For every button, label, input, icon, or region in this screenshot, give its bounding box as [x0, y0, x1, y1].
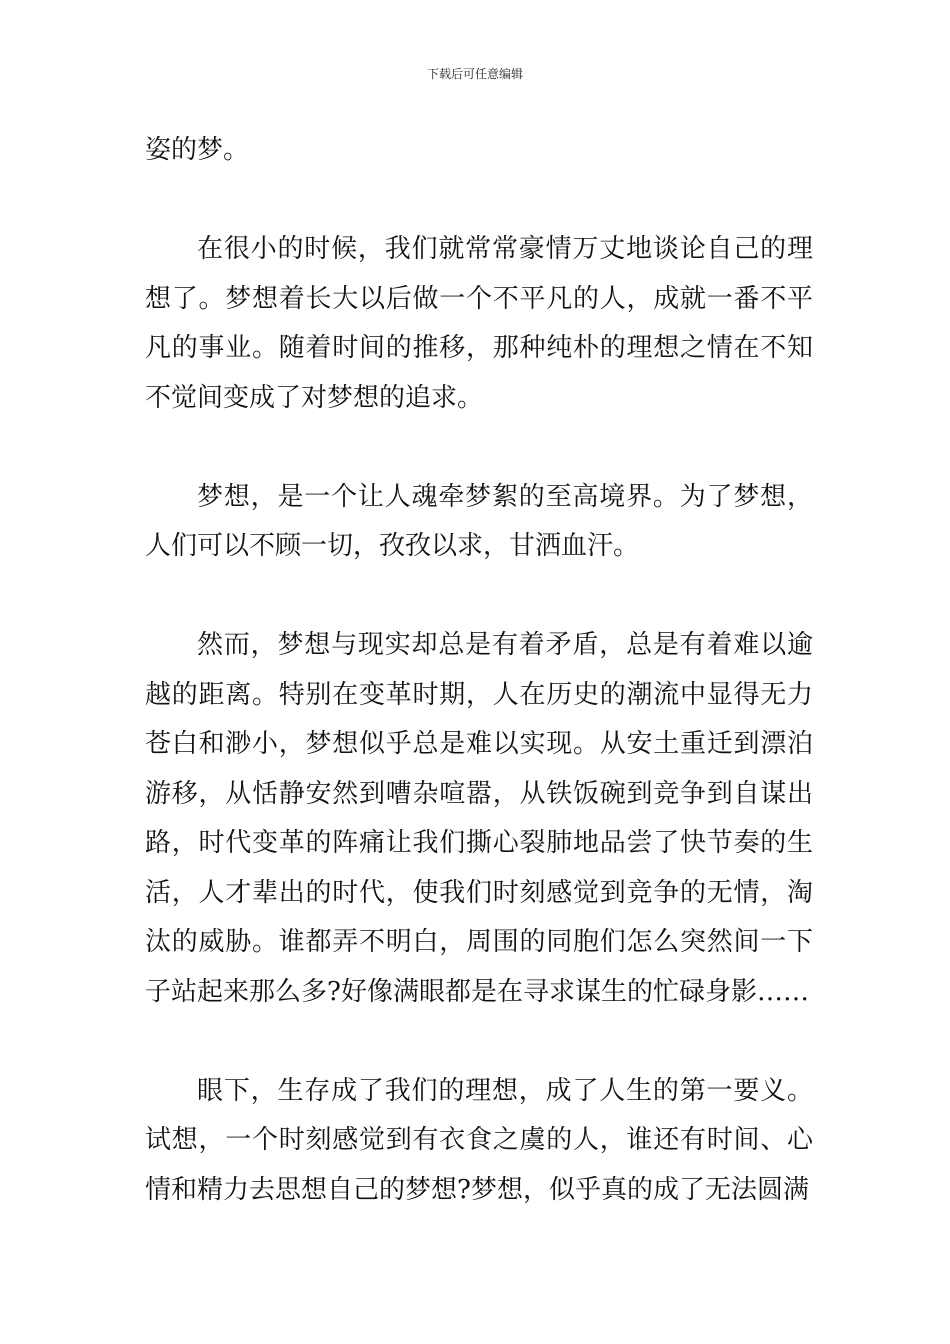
document-body [145, 126, 813, 1215]
paragraph-continuation: 姿的梦。 [145, 135, 250, 165]
paragraph: 然而，梦想与现实却总是有着矛盾，总是有着难以逾越的距离。特别在变革时期，人在历史的潮流中显得无力苍白和渺小，梦想似乎总是难以实现。从安土重迁到漂泊游移，从恬静安然到嘈杂喧嚣，从铁饭碗到竞争到自谋出路，时代变革的阵痛让我们撕心裂肺地品尝了快节奏的生活，人才辈出的时代，使我们时刻感觉到竞争的无情，淘汰的威胁。谁都弄不明白，周围的同胞们怎么突然间一下子站起来那么多?好像满眼都是在寻求谋生的忙碌身影…… [145, 630, 813, 1007]
page-header: 下载后可任意编辑 [426, 67, 523, 81]
paragraph: 在很小的时候，我们就常常豪情万丈地谈论自己的理想了。梦想着长大以后做一个不平凡的人，成就一番不平凡的事业。随着时间的推移，那种纯朴的理想之情在不知不觉间变成了对梦想的追求。 [145, 234, 813, 413]
paragraph: 梦想，是一个让人魂牵梦絮的至高境界。为了梦想，人们可以不顾一切，孜孜以求，甘洒血汗。 [145, 481, 813, 561]
paragraph: 眼下，生存成了我们的理想，成了人生的第一要义。试想，一个时刻感觉到有衣食之虞的人，谁还有时间、心情和精力去思想自己的梦想?梦想，似乎真的成了无法圆满 [145, 1075, 813, 1205]
